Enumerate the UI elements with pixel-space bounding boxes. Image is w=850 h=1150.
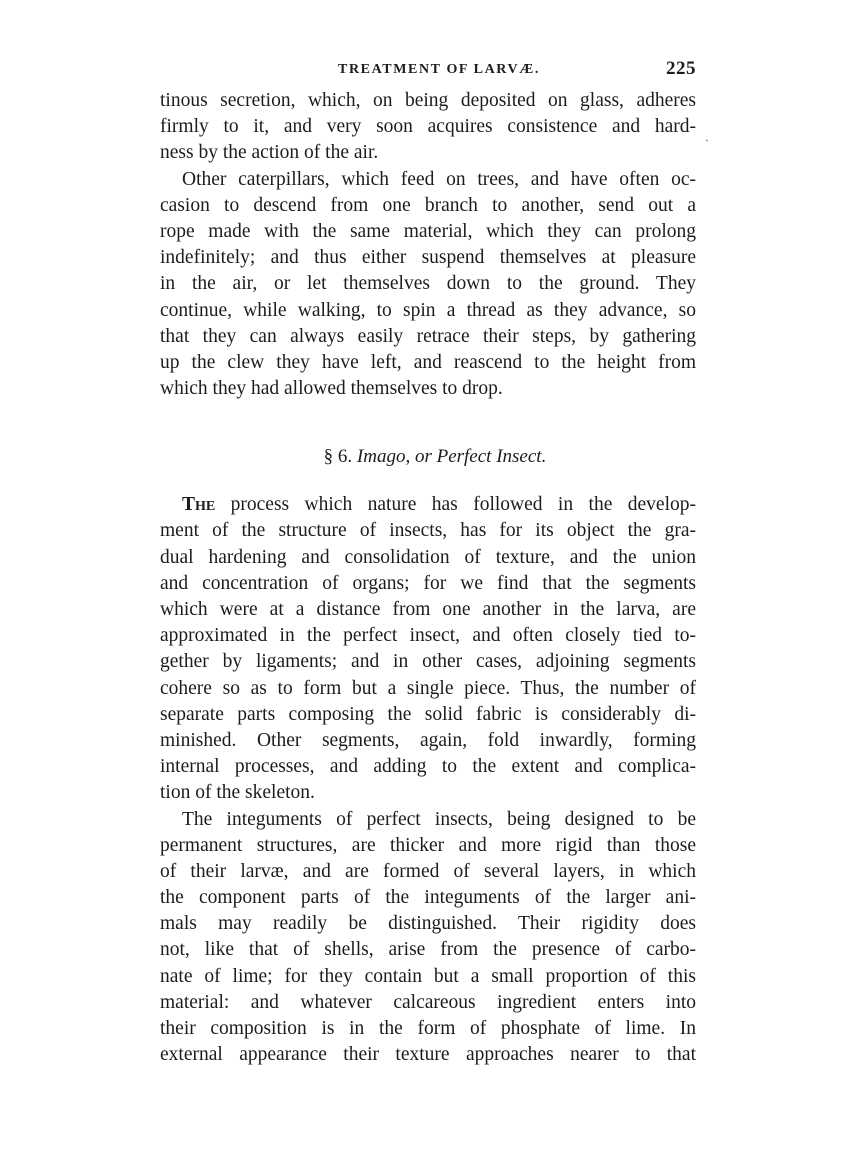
section-heading [160,444,696,470]
text-line: tion of the skeleton. [160,782,315,804]
text-line: ness by the action of the air. [160,142,379,164]
text-line: in the air, or let themselves down to the ground. They [160,273,696,295]
text-line: ment of the structure of insects, has for its object the gra- [160,520,696,542]
section-title: Imago, or Perfect Insect. [356,446,547,468]
page-number: 225 [666,58,696,79]
text-line: gether by ligaments; and in other cases, adjoining segments [160,651,696,673]
text-line: mals may readily be distinguished. Their rigidity does [160,913,696,935]
text-line: indefinitely; and thus either suspend themselves at pleasure [160,247,696,269]
text-line: cohere so as to form but a single piece. Thus, the number of [160,677,696,699]
text-line: The integuments of perfect insects, being designed to be [182,808,696,830]
text-line: that they can always easily retrace their steps, by gathering [160,325,696,347]
page-body [160,58,696,1068]
text-line: minished. Other segments, again, fold inwardly, forming [160,729,696,751]
text-line: which they had allowed themselves to drop. [160,378,503,400]
text-line: the component parts of the integuments of the larger ani- [160,887,696,909]
text-line: not, like that of shells, arise from the presence of carbo- [160,939,696,961]
section-number: § 6. [323,446,353,468]
running-head [160,58,696,88]
stray-print-mark: ` [705,137,709,151]
text-line: separate parts composing the solid fabric is considerably di- [160,703,696,725]
text-line: nate of lime; for they contain but a small proportion of this [160,965,696,987]
text-line: up the clew they have left, and reascend to the height from [160,351,696,373]
text-line: tinous secretion, which, on being deposited on glass, adheres [160,90,696,111]
paragraph-4 [160,807,696,1069]
running-title: TREATMENT OF LARVÆ. [338,62,540,77]
text-line: external appearance their texture approaches nearer to that [160,1044,696,1066]
text-line: casion to descend from one branch to another, send out a [160,194,696,216]
paragraph-1 [160,88,696,167]
paragraph-3 [160,492,696,806]
text-line: continue, while walking, to spin a thread as they advance, so [160,299,696,321]
text-line: which were at a distance from one another in the larva, are [160,599,696,620]
drop-word: The [182,494,216,516]
text-line: approximated in the perfect insect, and often closely tied to- [160,625,696,647]
text-line: rope made with the same material, which they can prolong [160,220,696,242]
text-line: dual hardening and consolidation of texture, and the union [160,546,696,568]
text-line: internal processes, and adding to the extent and complica- [160,756,696,778]
text-line: material: and whatever calcareous ingredient enters into [160,991,696,1013]
text-line: and concentration of organs; for we find that the segments [160,572,696,594]
text-line: firmly to it, and very soon acquires consistence and hard- [160,116,696,138]
text-line: permanent structures, are thicker and more rigid than those [160,834,696,856]
text-line: of their larvæ, and are formed of several layers, in which [160,860,696,882]
text-line [160,492,696,518]
first-line-text: process which nature has followed in the develop- [215,494,696,516]
text-line: Other caterpillars, which feed on trees, and have often oc- [182,168,696,190]
paragraph-2 [160,167,696,403]
text-line: their composition is in the form of phosphate of lime. In [160,1018,696,1039]
